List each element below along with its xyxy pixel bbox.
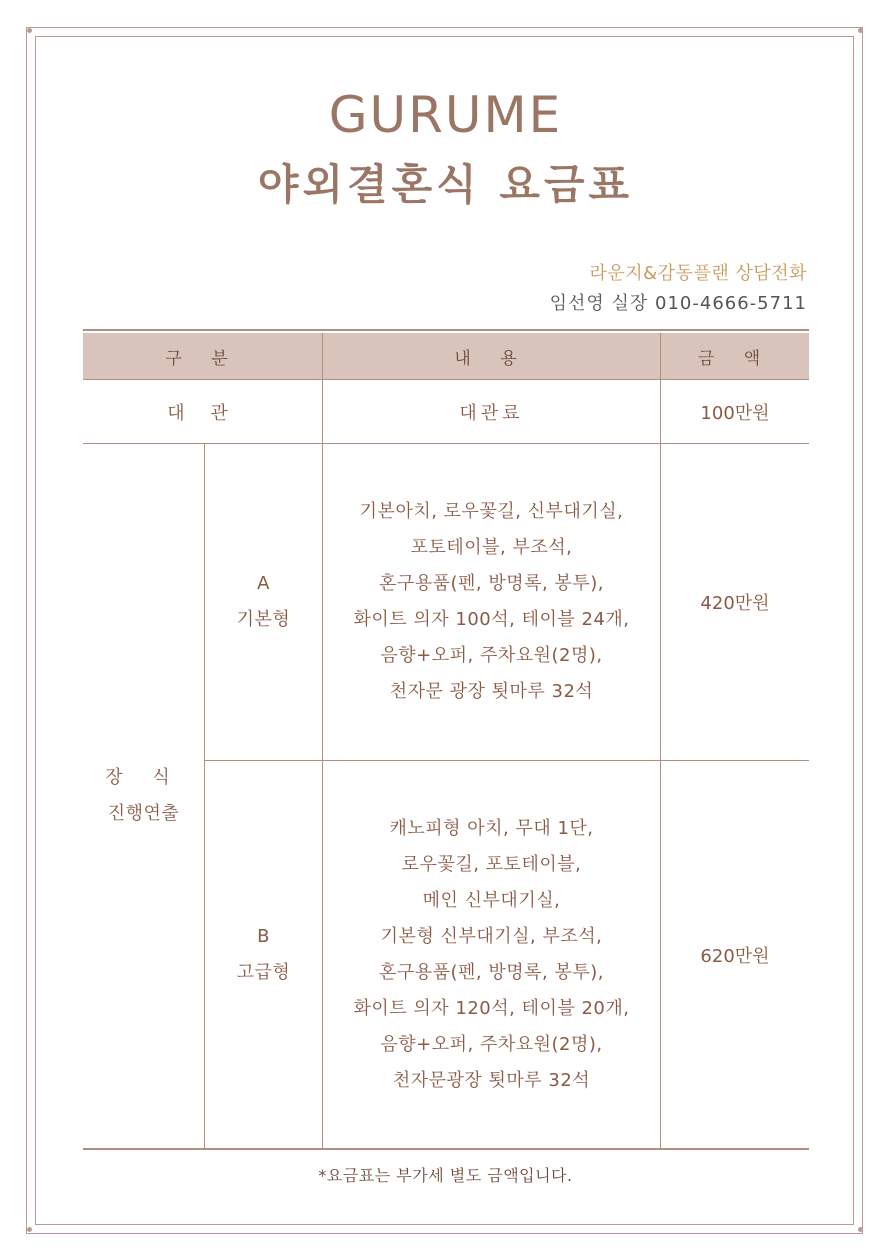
- list-item: 기본아치, 로우꽃길, 신부대기실,: [359, 501, 624, 522]
- deco-category-line2: 진행연출: [107, 803, 180, 824]
- rental-content: 대관료: [459, 402, 524, 424]
- vat-footnote: *요금표는 부가세 별도 금액입니다.: [318, 1166, 573, 1185]
- list-item: 혼구용품(펜, 방명록, 봉투),: [378, 961, 605, 983]
- table-bottom-rule: [83, 1148, 809, 1150]
- plan-b-label: [205, 761, 322, 1148]
- plan-a-content: [323, 444, 660, 760]
- rental-price: 100만원: [700, 402, 770, 424]
- plan-b-code: B: [257, 925, 270, 947]
- corner-ornament: [858, 28, 863, 33]
- table-top-rule: [83, 329, 809, 331]
- corner-ornament: [27, 28, 32, 33]
- plan-a-name: 기본형: [236, 609, 291, 630]
- rental-category: 대 관: [167, 402, 238, 424]
- corner-ornament: [858, 1227, 863, 1232]
- page-title: 야외결혼식 요금표: [257, 160, 634, 209]
- header-price: 금 액: [697, 348, 773, 369]
- plan-b-name: 고급형: [236, 961, 291, 983]
- price-table: [83, 329, 809, 1149]
- contact-phone: 임선영 실장 010-4666-5711: [549, 293, 807, 314]
- plan-b-content: [323, 761, 660, 1148]
- corner-ornament: [27, 1227, 32, 1232]
- plan-b-price: 620만원: [700, 945, 770, 967]
- list-item: 캐노피형 아치, 무대 1단,: [389, 817, 594, 839]
- deco-category-line1: 장 식: [105, 767, 182, 788]
- plan-a-code: A: [257, 573, 270, 594]
- list-item: 화이트 의자 120석, 테이블 20개,: [353, 997, 630, 1019]
- list-item: 포토테이블, 부조석,: [410, 537, 573, 558]
- list-item: 메인 신부대기실,: [422, 889, 561, 911]
- header-category: 구 분: [165, 348, 240, 369]
- contact-label: 라운지&감동플랜 상담전화: [589, 263, 807, 284]
- plan-a-label: [205, 444, 322, 760]
- deco-category: [83, 444, 204, 1148]
- list-item: 천자문 광장 툇마루 32석: [389, 681, 594, 702]
- brand-title: GURUME: [328, 86, 563, 144]
- list-item: 로우꽃길, 포토테이블,: [401, 853, 582, 875]
- list-item: 천자문광장 툇마루 32석: [392, 1069, 591, 1091]
- list-item: 혼구용품(펜, 방명록, 봉투),: [378, 573, 605, 594]
- list-item: 기본형 신부대기실, 부조석,: [380, 925, 603, 947]
- list-item: 음향+오퍼, 주차요원(2명),: [380, 645, 603, 666]
- list-item: 화이트 의자 100석, 테이블 24개,: [353, 609, 630, 630]
- list-item: 음향+오퍼, 주차요원(2명),: [380, 1033, 603, 1055]
- header-content: 내 용: [454, 348, 529, 369]
- plan-a-price: 420만원: [700, 593, 770, 614]
